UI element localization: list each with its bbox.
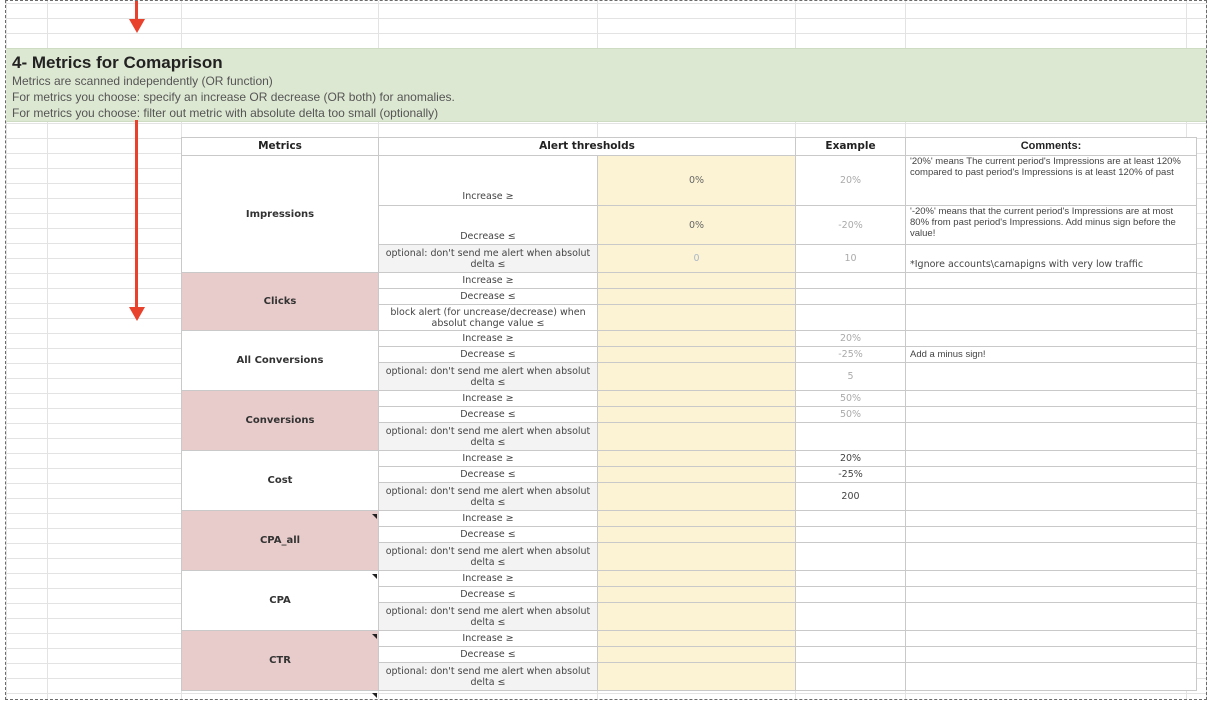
label-increase: Increase ≥: [379, 156, 598, 206]
comment-cell: [906, 363, 1197, 391]
metric-cost: Cost: [182, 451, 379, 511]
example-value: 5: [796, 363, 906, 391]
note-indicator-icon[interactable]: [372, 514, 377, 519]
metric-all-conversions: All Conversions: [182, 331, 379, 391]
label-block: block alert (for uncrease/decrease) when absolut change value ≤: [379, 305, 598, 331]
metric-cpa: CPA: [182, 571, 379, 631]
label-decrease: Decrease ≤: [379, 347, 598, 363]
threshold-input[interactable]: [598, 273, 796, 289]
example-value: [796, 289, 906, 305]
example-value: [796, 631, 906, 647]
example-value: [796, 663, 906, 691]
threshold-input[interactable]: [598, 289, 796, 305]
label-increase: Increase ≥: [379, 273, 598, 289]
label-decrease: Decrease ≤: [379, 527, 598, 543]
metric-ctr: CTR: [182, 631, 379, 691]
comment-cell: [906, 587, 1197, 603]
label-decrease: Decrease ≤: [379, 647, 598, 663]
comment-cell: [906, 603, 1197, 631]
threshold-input[interactable]: [598, 391, 796, 407]
label-decrease: Decrease ≤: [379, 467, 598, 483]
example-value: [796, 305, 906, 331]
label-decrease: Decrease ≤: [379, 289, 598, 305]
comment-cell: [906, 467, 1197, 483]
comment-cell: '20%' means The current period's Impressions are at least 120% compared to past period's Impressions is at least 120% of past: [906, 156, 1197, 206]
threshold-input[interactable]: [598, 571, 796, 587]
threshold-input[interactable]: 0%: [598, 156, 796, 206]
example-value: -25%: [796, 467, 906, 483]
metric-impressions: Impressions: [182, 156, 379, 273]
threshold-input[interactable]: [598, 603, 796, 631]
example-value: 20%: [796, 156, 906, 206]
threshold-input[interactable]: [598, 347, 796, 363]
arrow-main: [135, 120, 138, 308]
threshold-input[interactable]: [598, 483, 796, 511]
example-value: [796, 511, 906, 527]
label-decrease: Decrease ≤: [379, 206, 598, 245]
comment-cell: [906, 511, 1197, 527]
comment-cell: [906, 483, 1197, 511]
threshold-input[interactable]: [598, 543, 796, 571]
threshold-input[interactable]: [598, 511, 796, 527]
example-value: 10: [796, 245, 906, 273]
label-optional: optional: don't send me alert when absolut delta ≤: [379, 363, 598, 391]
example-value: [796, 647, 906, 663]
comment-cell: [906, 273, 1197, 289]
header-metrics: Metrics: [182, 138, 379, 156]
example-value: [796, 423, 906, 451]
comment-cell: [906, 407, 1197, 423]
comment-cell: *Ignore accounts\camapigns with very low traffic: [906, 245, 1197, 273]
label-optional: optional: don't send me alert when absolut delta ≤: [379, 663, 598, 691]
comment-cell: [906, 543, 1197, 571]
arrow-top-head: [129, 19, 145, 33]
example-value: 50%: [796, 391, 906, 407]
arrow-top: [135, 1, 138, 21]
threshold-input[interactable]: [598, 527, 796, 543]
metric-clicks: Clicks: [182, 273, 379, 331]
label-increase: Increase ≥: [379, 631, 598, 647]
metric-conversions: Conversions: [182, 391, 379, 451]
label-optional: optional: don't send me alert when absolut delta ≤: [379, 483, 598, 511]
example-value: -25%: [796, 347, 906, 363]
note-indicator-icon[interactable]: [372, 634, 377, 639]
threshold-input[interactable]: [598, 467, 796, 483]
comment-cell: [906, 527, 1197, 543]
comment-cell: [906, 391, 1197, 407]
header-comments: Comments:: [906, 138, 1197, 156]
metrics-table: [181, 137, 1197, 691]
example-value: 20%: [796, 451, 906, 467]
threshold-input[interactable]: [598, 663, 796, 691]
threshold-input[interactable]: 0: [598, 245, 796, 273]
comment-cell: [906, 571, 1197, 587]
label-decrease: Decrease ≤: [379, 587, 598, 603]
example-value: [796, 527, 906, 543]
section-header: [6, 48, 1206, 122]
threshold-input[interactable]: [598, 305, 796, 331]
example-value: [796, 587, 906, 603]
label-increase: Increase ≥: [379, 391, 598, 407]
header-line-3: For metrics you choose: filter out metric with absolute delta too small (optionally): [12, 106, 439, 120]
example-value: [796, 571, 906, 587]
comment-cell: Add a minus sign!: [906, 347, 1197, 363]
comment-cell: [906, 647, 1197, 663]
label-optional: optional: don't send me alert when absolut delta ≤: [379, 423, 598, 451]
threshold-input[interactable]: [598, 331, 796, 347]
header-line-2: For metrics you choose: specify an increase OR decrease (OR both) for anomalies.: [12, 90, 455, 104]
comment-cell: [906, 289, 1197, 305]
threshold-input[interactable]: [598, 451, 796, 467]
header-example: Example: [796, 138, 906, 156]
example-value: 200: [796, 483, 906, 511]
example-value: -20%: [796, 206, 906, 245]
note-indicator-icon[interactable]: [372, 693, 377, 698]
threshold-input[interactable]: [598, 363, 796, 391]
example-value: [796, 543, 906, 571]
label-optional: optional: don't send me alert when absolut delta ≤: [379, 245, 598, 273]
label-optional: optional: don't send me alert when absolut delta ≤: [379, 603, 598, 631]
threshold-input[interactable]: [598, 407, 796, 423]
comment-cell: [906, 631, 1197, 647]
threshold-input[interactable]: [598, 423, 796, 451]
section-title: 4- Metrics for Comaprison: [12, 53, 223, 72]
example-value: 50%: [796, 407, 906, 423]
example-value: [796, 273, 906, 289]
threshold-input[interactable]: [598, 587, 796, 603]
label-increase: Increase ≥: [379, 571, 598, 587]
label-increase: Increase ≥: [379, 331, 598, 347]
header-line-1: Metrics are scanned independently (OR function): [12, 74, 273, 88]
label-optional: optional: don't send me alert when absolut delta ≤: [379, 543, 598, 571]
example-value: [796, 603, 906, 631]
threshold-input[interactable]: 0%: [598, 206, 796, 245]
label-increase: Increase ≥: [379, 451, 598, 467]
label-decrease: Decrease ≤: [379, 407, 598, 423]
comment-cell: [906, 331, 1197, 347]
comment-cell: '-20%' means that the current period's Impressions are at most 80% from past period's Impressions. Add minus sign before the value!: [906, 206, 1197, 245]
comment-cell: [906, 663, 1197, 691]
arrow-main-head: [129, 307, 145, 321]
metric-cpa-all: CPA_all: [182, 511, 379, 571]
comment-cell: [906, 423, 1197, 451]
comment-cell: [906, 451, 1197, 467]
comment-cell: [906, 305, 1197, 331]
threshold-input[interactable]: [598, 647, 796, 663]
threshold-input[interactable]: [598, 631, 796, 647]
example-value: 20%: [796, 331, 906, 347]
note-indicator-icon[interactable]: [372, 574, 377, 579]
label-increase: Increase ≥: [379, 511, 598, 527]
header-alert-thresholds: Alert thresholds: [379, 138, 796, 156]
